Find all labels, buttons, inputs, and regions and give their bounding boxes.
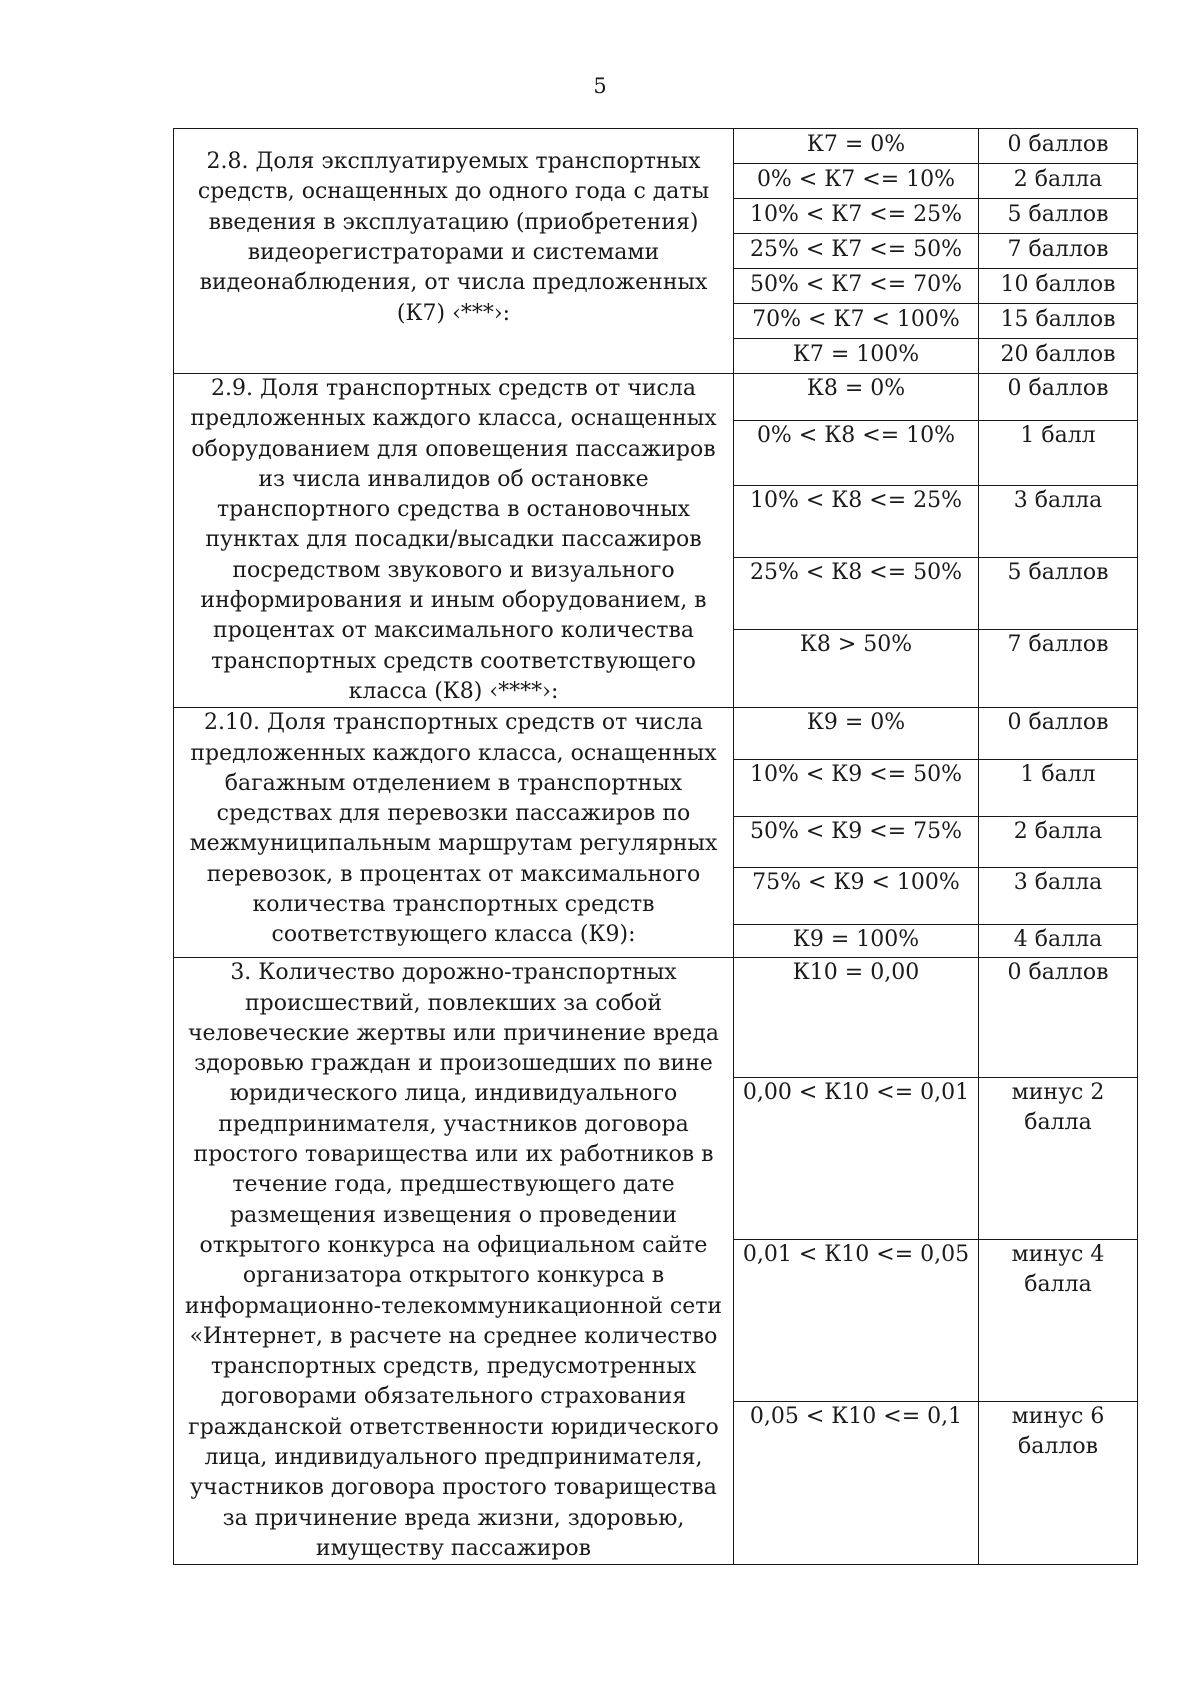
condition-cell: К8 > 50% (734, 629, 979, 707)
criterion-description: 2.9. Доля транспортных средств от числа предложенных каждого класса, оснащенных оборудованием для оповещения пассажиров из числа инвалидов об остановке транспортного средства в остановочных пунктах для посадки/высадки пассажиров посредством звукового и визуального информирования и иным оборудованием, в процентах от максимального количества транспортных средств соответствующего класса (К8) ‹****›: (174, 374, 734, 708)
table-row (174, 958, 1138, 1077)
score-cell: 0 баллов (979, 374, 1138, 421)
score-cell: 0 баллов (979, 708, 1138, 760)
score-cell: 1 балл (979, 760, 1138, 817)
condition-cell: К8 = 0% (734, 374, 979, 421)
condition-cell: 10% < К7 <= 25% (734, 199, 979, 234)
score-cell: 7 баллов (979, 629, 1138, 707)
condition-cell: 0% < К7 <= 10% (734, 164, 979, 199)
condition-cell: 50% < К9 <= 75% (734, 817, 979, 868)
condition-cell: К7 = 0% (734, 129, 979, 164)
criteria-table (173, 128, 1138, 1565)
condition-cell: 0,05 < К10 <= 0,1 (734, 1402, 979, 1565)
score-cell: 7 баллов (979, 234, 1138, 269)
condition-cell: К9 = 100% (734, 925, 979, 958)
page-number: 5 (593, 74, 607, 98)
score-cell: 10 баллов (979, 269, 1138, 304)
score-cell: 1 балл (979, 420, 1138, 485)
criterion-description: 3. Количество дорожно-транспортных происшествий, повлекших за собой человеческие жертвы или причинение вреда здоровью граждан и произошедших по вине юридического лица, индивидуального предпринимателя, участников договора простого товарищества или их работников в течение года, предшествующего дате размещения извещения о проведении открытого конкурса на официальном сайте организатора открытого конкурса в информационно-телекоммуникационной сети «Интернет, в расчете на среднее количество транспортных средств, предусмотренных договорами обязательного страхования гражданской ответственности юридического лица, индивидуального предпринимателя, участников договора простого товарищества за причинение вреда жизни, здоровью, имуществу пассажиров (174, 958, 734, 1565)
score-cell: 3 балла (979, 486, 1138, 558)
table-row (174, 129, 1138, 164)
condition-cell: 0% < К8 <= 10% (734, 420, 979, 485)
table-row (174, 374, 1138, 421)
condition-cell: 0,00 < К10 <= 0,01 (734, 1077, 979, 1240)
score-cell: минус 4 балла (979, 1240, 1138, 1402)
condition-cell: 25% < К8 <= 50% (734, 558, 979, 630)
condition-cell: К9 = 0% (734, 708, 979, 760)
criterion-description: 2.10. Доля транспортных средств от числа предложенных каждого класса, оснащенных багажным отделением в транспортных средствах для перевозки пассажиров по межмуниципальным маршрутам регулярных перевозок, в процентах от максимального количества транспортных средств соответствующего класса (К9): (174, 708, 734, 958)
score-cell: 3 балла (979, 868, 1138, 925)
condition-cell: К10 = 0,00 (734, 958, 979, 1077)
score-cell: минус 2 балла (979, 1077, 1138, 1240)
condition-cell: 50% < К7 <= 70% (734, 269, 979, 304)
score-cell: 5 баллов (979, 199, 1138, 234)
score-cell: 20 баллов (979, 339, 1138, 374)
condition-cell: 75% < К9 < 100% (734, 868, 979, 925)
score-cell: 0 баллов (979, 129, 1138, 164)
score-cell: 5 баллов (979, 558, 1138, 630)
score-cell: 0 баллов (979, 958, 1138, 1077)
score-cell: 2 балла (979, 817, 1138, 868)
condition-cell: 25% < К7 <= 50% (734, 234, 979, 269)
condition-cell: 0,01 < К10 <= 0,05 (734, 1240, 979, 1402)
condition-cell: 70% < К7 < 100% (734, 304, 979, 339)
condition-cell: 10% < К9 <= 50% (734, 760, 979, 817)
criterion-description: 2.8. Доля эксплуатируемых транспортных средств, оснащенных до одного года с даты введения в эксплуатацию (приобретения) видеорегистраторами и системами видеонаблюдения, от числа предложенных (К7) ‹***›: (174, 129, 734, 374)
condition-cell: К7 = 100% (734, 339, 979, 374)
score-cell: 4 балла (979, 925, 1138, 958)
table-row (174, 708, 1138, 760)
score-cell: 2 балла (979, 164, 1138, 199)
condition-cell: 10% < К8 <= 25% (734, 486, 979, 558)
score-cell: минус 6 баллов (979, 1402, 1138, 1565)
score-cell: 15 баллов (979, 304, 1138, 339)
